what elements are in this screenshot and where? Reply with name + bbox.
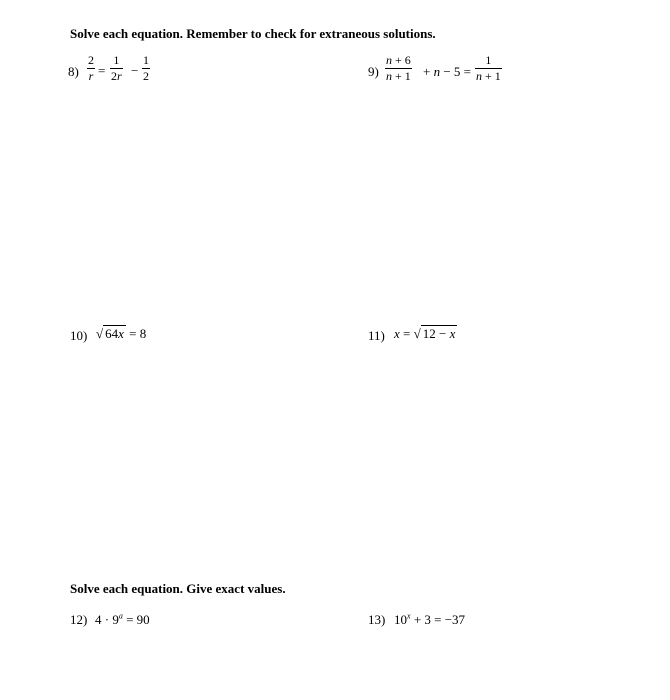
problem-8-fraction-3 xyxy=(142,54,150,83)
problem-13-base: 10 xyxy=(394,612,407,627)
problem-9-fraction-2 xyxy=(475,54,502,83)
problem-12-expression xyxy=(95,612,150,628)
problem-8-minus: − xyxy=(131,63,139,78)
radical-sign-icon: √ xyxy=(96,326,104,341)
problem-8-number: 8) xyxy=(68,64,79,79)
problem-9-frac2-numerator: 1 xyxy=(485,53,492,67)
problem-8-frac3-numerator: 1 xyxy=(143,53,149,67)
problem-12-prefix: 4 · 9 xyxy=(95,612,119,627)
problem-13-number: 13) xyxy=(368,612,386,627)
radical-sign-icon: √ xyxy=(413,326,421,341)
problem-9-number: 9) xyxy=(368,64,379,79)
section-heading-extraneous: Solve each equation. Remember to check for extraneous solutions. xyxy=(70,26,436,41)
problem-8-frac2-numerator: 1 xyxy=(113,53,120,67)
problem-8-frac3-denominator: 2 xyxy=(143,69,149,83)
problem-8-frac1-denominator: r xyxy=(88,69,94,83)
problem-11-lhs: x = xyxy=(394,326,411,341)
problem-11-number: 11) xyxy=(368,328,385,343)
problem-11-radicand: 12 − x xyxy=(422,326,456,341)
problem-10-rhs: = 8 xyxy=(129,326,147,341)
problem-13-rhs: + 3 = −37 xyxy=(413,612,466,627)
problem-8-fraction-2 xyxy=(110,54,123,83)
problem-8-equals: = xyxy=(98,63,106,78)
section-heading-exact-values: Solve each equation. Give exact values. xyxy=(70,581,286,596)
problem-8-frac1-numerator: 2 xyxy=(88,53,94,67)
problem-9-fraction-1 xyxy=(385,54,412,83)
problem-10-expression xyxy=(96,326,146,342)
problem-12-exponent: a xyxy=(118,611,123,621)
problem-12-number: 12) xyxy=(70,612,88,627)
problem-8-fraction-1 xyxy=(87,54,95,83)
problem-11-expression xyxy=(394,326,457,342)
problem-9-frac1-denominator: n + 1 xyxy=(386,69,411,83)
problem-10-radicand: 64x xyxy=(105,326,124,341)
problem-13-exponent: x xyxy=(407,611,411,621)
problem-9-frac1-numerator: n + 6 xyxy=(386,53,411,67)
problem-9-frac2-denominator: n + 1 xyxy=(476,69,501,83)
problem-8-frac2-denominator: 2r xyxy=(111,69,122,83)
problem-10-number: 10) xyxy=(70,328,88,343)
problem-9-middle: + n − 5 = xyxy=(423,64,472,79)
problem-13-expression xyxy=(394,612,465,628)
problem-12-rhs: = 90 xyxy=(126,612,150,627)
